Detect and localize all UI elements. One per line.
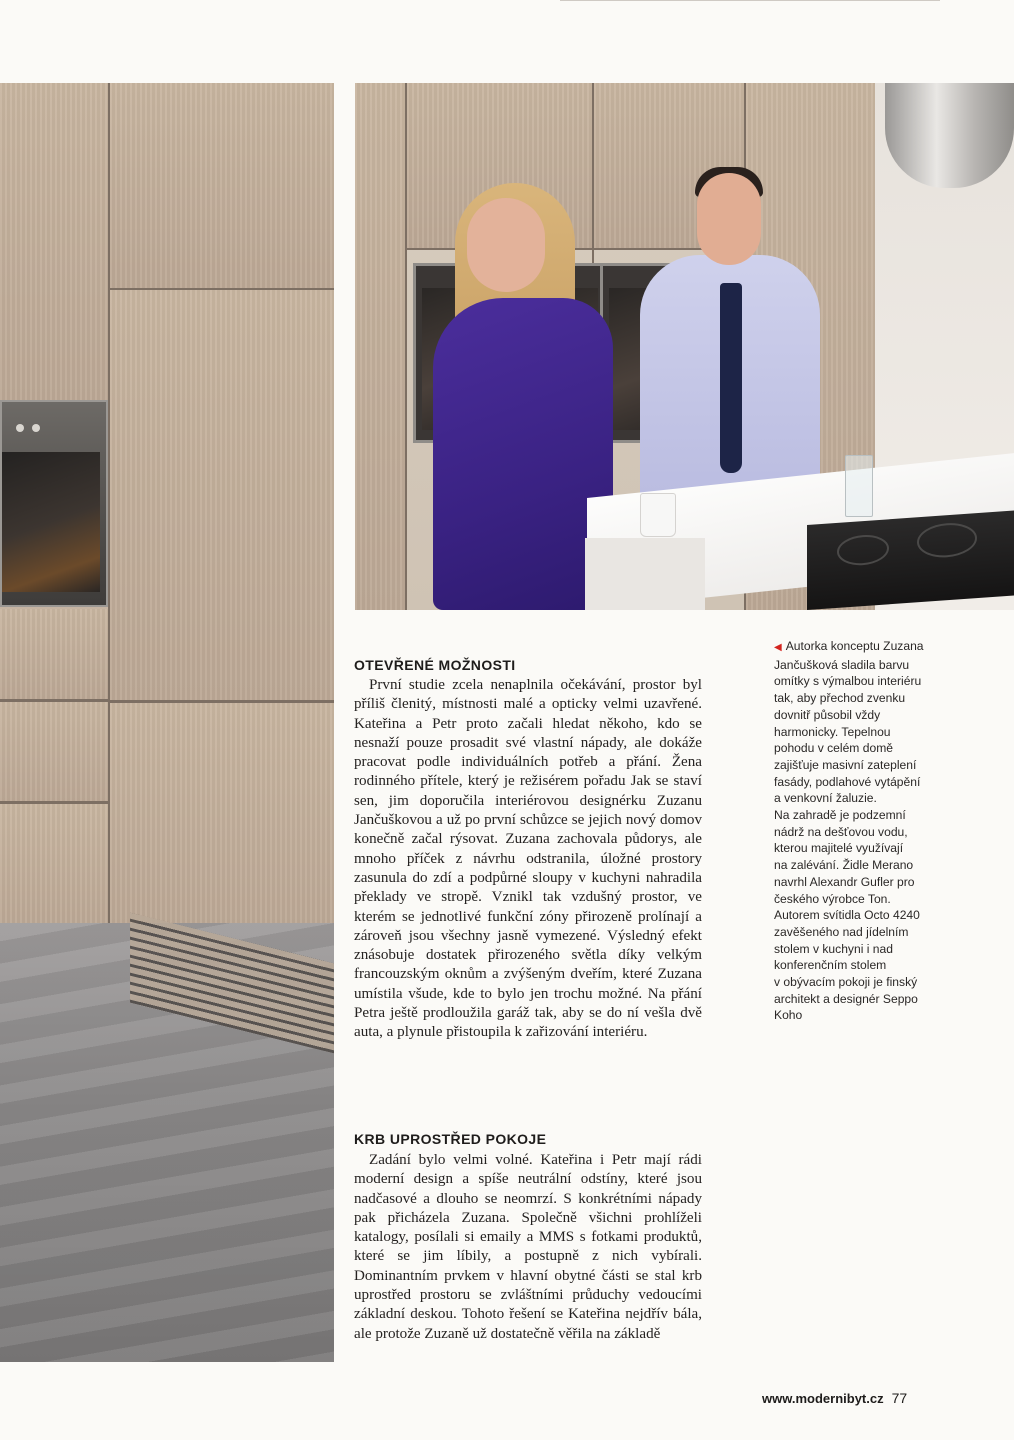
magazine-url[interactable]: www.modernibyt.cz <box>762 1391 884 1406</box>
top-rule <box>560 0 940 1</box>
kitchen-cabinets-photo <box>0 83 334 1362</box>
induction-hob <box>807 510 1014 610</box>
couple-in-kitchen-photo <box>355 83 1014 610</box>
page-number: 77 <box>891 1390 908 1406</box>
section-body-open-possibilities: První studie zcela nenaplnila očekávání, prostor byl příliš členitý, místnosti malé a opticky velmi uzavřené. Kateřina a Petr proto začali hledat někoho, kdo se nesnaží pouze prosadit své vlastní nápady, ale dokáže pracovat podle individuálních potřeb a přání. Žena rodinného přítele, který je režisérem pořadu Jak se staví sen, jim doporučila interiérovou designérku Zuzanu Jančuškovou a už po první schůzce se jejich nový domov konečně začal rýsovat. Zuzana zachovala půdorys, ale mnoho příček z návrhu odstranila, úložné prostory zasunula do zdí a podpůrné sloupy v kuchyni nahradila překlady ve stropě. Vznikl tak vzdušný prostor, ve kterém se jednotlivé funkční zóny přirozeně prolínají a zároveň jsou všechny jasně vymezené. Výsledný efekt znásobuje dostatek přirozeného světla díky velkým francouzským oknům a zvýšeným dveřím, které Zuzana umístila všude, kde to bylo jen trochu možné. Na přání Petra ještě prodloužila garáž tak, aby se do ní vešla dvě auta, a plynule přistoupila k zařizování interiéru. <box>354 677 702 1041</box>
section-heading-open-possibilities: OTEVŘENÉ MOŽNOSTI <box>354 657 516 673</box>
photo-caption: ◀ Autorka konceptu Zuzana Jančušková sladila barvu omítky s výmalbou interiéru tak, aby přechod zvenku dovnitř působil vždy harmonicky. Tepelnou pohodu v celém domě zajišťuje masivní zateplení fasády, podlahové vytápění a venkovní žaluzie. Na zahradě je podzemní nádrž na dešťovou vodu, kterou majitelé využívají na zalévání. Židle Merano navrhl Alexandr Gufler pro českého výrobce Ton. Autorem svítidla Octo 4240 zavěšeného nad jídelním stolem v kuchyni i nad konferenčním stolem v obývacím pokoji je finský architekt a designér Seppo Koho <box>774 639 924 1023</box>
page-footer <box>762 1390 907 1406</box>
caption-arrow-icon: ◀ <box>774 642 782 653</box>
section-heading-fireplace: KRB UPROSTŘED POKOJE <box>354 1131 547 1147</box>
mug <box>640 493 676 537</box>
water-glass <box>845 455 873 517</box>
section-body-fireplace: Zadání bylo velmi volné. Kateřina i Petr mají rádi moderní design a spíše neutrální odstíny, které jsou nadčasové a dlouho se neomrzí. S konkrétními nápady pak přicházela Zuzana. Společně všichni prohlíželi katalogy, posílali si emaily a MMS s fotkami produktů, které se jim líbily, a postupně z nich vybírali. Dominantním prvkem v hlavní obytné části se stal krb uprostřed prostoru se zvláštními průduchy vedoucími základní deskou. Tohoto řešení se Kateřina nejdřív bála, ale protože Zuzaně už dostatečně věřila na základě <box>354 1152 702 1342</box>
oven <box>0 400 108 607</box>
